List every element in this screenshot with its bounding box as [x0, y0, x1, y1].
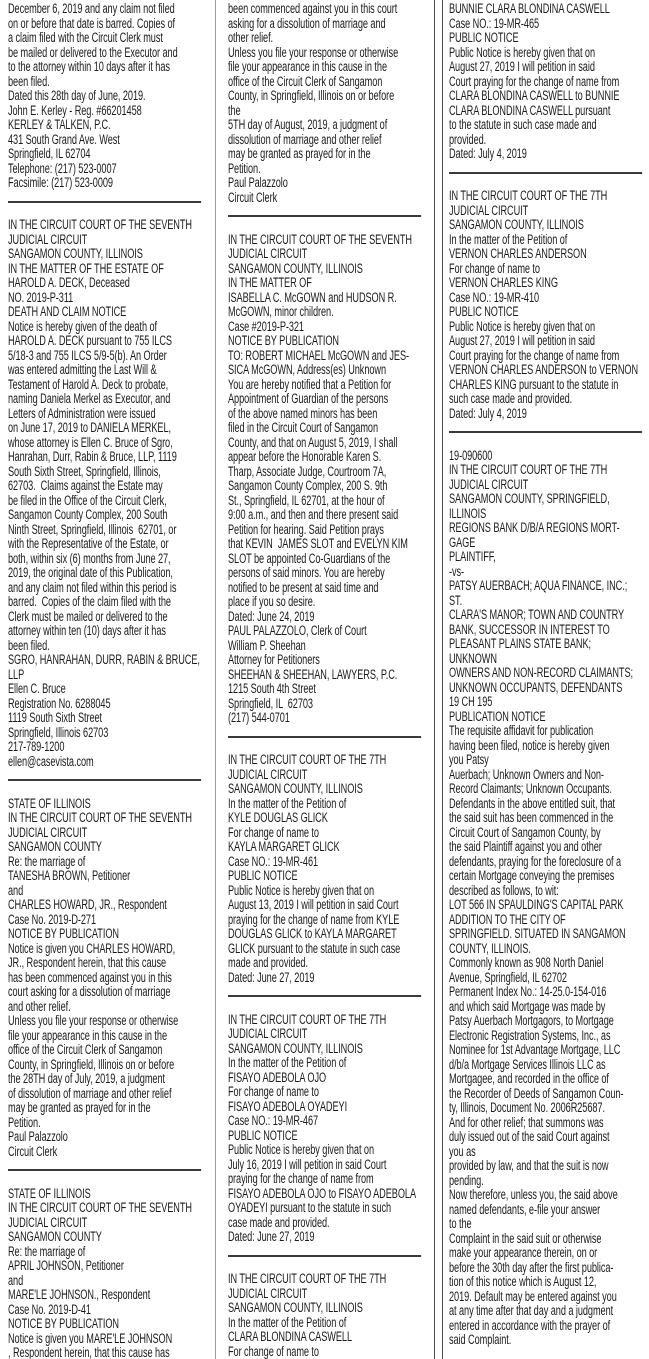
notice-line: CLARA'S MANOR; TOWN AND COUNTRY	[449, 608, 625, 622]
legal-notice-section	[449, 2, 648, 162]
notice-line: Petition for hearing. Said Petition prays	[228, 522, 384, 537]
notice-line: CHARLES HOWARD, JR., Respondent	[8, 898, 167, 912]
notice-line: and	[8, 1273, 24, 1288]
notice-line: praying for the change of name from	[228, 1172, 374, 1186]
notice-line: Court praying for the change of name from	[449, 348, 620, 363]
notice-line: PUBLICATION NOTICE	[449, 709, 546, 724]
notice-line: Commonly known as 908 North Daniel	[449, 956, 604, 970]
notice-line: KERLEY & TALKEN, P.C.	[8, 118, 111, 132]
notice-line: SGRO, HANRAHAN, DURR, RABIN & BRUCE,	[8, 653, 200, 667]
notice-line: In the matter of the Petition of	[449, 232, 568, 247]
notice-line: Sangamon County Complex, 200 S. 9th	[228, 479, 388, 493]
notice-line: SANGAMON COUNTY, ILLINOIS	[8, 247, 143, 261]
notice-line: IN THE CIRCUIT COURT OF THE SEVENTH	[8, 811, 192, 825]
notice-line: tion of this notice which is August 12,	[449, 1275, 597, 1289]
notice-line: CLARA BLONDINA CASWELL to BUNNIE	[449, 89, 620, 103]
notice-line: FISAYO ADEBOLA OYADEYI	[228, 1099, 348, 1114]
notice-line: ST.	[449, 593, 463, 608]
notice-line: Petition.	[8, 1115, 41, 1130]
notice-line: PUBLIC NOTICE	[228, 1128, 298, 1143]
notice-line: defendants, praying for the foreclosure of a	[449, 854, 622, 869]
notice-line: UNKNOWN OCCUPANTS, DEFENDANTS	[449, 680, 623, 695]
notice-line: For change of name to	[228, 1085, 319, 1099]
notices-column-3	[442, 0, 649, 1359]
notice-line: Ellen C. Bruce	[8, 682, 66, 696]
notice-line: In the matter of the Petition of	[228, 796, 347, 811]
legal-notice-section	[8, 218, 207, 769]
notice-line: be filed in the Office of the Circuit Clerk,	[8, 493, 167, 508]
notices-column-1	[0, 0, 216, 1359]
notice-line: County, in Springfield, Illinois on or before	[228, 89, 395, 103]
notice-line: was entered admitting the Last Will &	[8, 363, 157, 377]
notice-line: REGIONS BANK D/B/A REGIONS MORT-	[449, 521, 620, 535]
notice-line: Telephone: (217) 523-0007	[8, 161, 117, 176]
notice-line: Electronic Registration Systems, Inc., as	[449, 1028, 611, 1043]
notice-line: December 6, 2019 and any claim not filed	[8, 2, 175, 16]
notice-line: Defendants in the above entitled suit, that	[449, 796, 616, 811]
legal-notice-section	[228, 1013, 427, 1245]
notice-line: August 27, 2019 I will petition in said	[449, 60, 595, 74]
notice-line: d/b/a Mortgage Services Illinois LLC as	[449, 1057, 606, 1072]
notice-line: And for other relief; that summons was	[449, 1115, 604, 1130]
notice-line: 19 CH 195	[449, 695, 493, 709]
notice-line: IN THE MATTER OF THE ESTATE OF	[8, 261, 164, 276]
column-2-content	[228, 2, 427, 1359]
notice-line: ellen@casevista.com	[8, 754, 94, 769]
notice-line: GAGE	[449, 535, 476, 550]
notice-line: IN THE CIRCUIT COURT OF THE 7TH	[449, 189, 608, 203]
notice-line: ILLINOIS	[449, 506, 487, 521]
notice-line: file your appearance in this cause in the	[8, 1028, 167, 1043]
notice-line: 1215 South 4th Street	[228, 682, 316, 696]
notice-line: The requisite affidavit for publication	[449, 724, 594, 738]
notice-line: Mortgagee, and recorded in the office of	[449, 1072, 609, 1086]
notice-line: Facsimile: (217) 523-0009	[8, 176, 113, 190]
notice-line: -vs-	[449, 564, 465, 579]
notice-line: FISAYO ADEBOLA OJO to FISAYO ADEBOLA	[228, 1186, 417, 1201]
notice-line: Letters of Administration were issued	[8, 406, 156, 421]
notice-line: Re: the marriage of	[8, 854, 86, 869]
notice-line: Public Notice is hereby given that on	[449, 319, 595, 334]
notice-line: to the statute in such case made and	[449, 118, 597, 132]
notice-line: with the Representative of the Estate, or	[8, 537, 169, 551]
notice-line: be mailed or delivered to the Executor and	[8, 45, 178, 60]
notice-line: Public Notice is hereby given that on	[228, 1143, 374, 1157]
notice-line: SANGAMON COUNTY, SPRINGFIELD,	[449, 492, 610, 506]
notice-line: to the	[449, 1217, 472, 1231]
notice-line: IN THE CIRCUIT COURT OF THE SEVENTH	[8, 218, 192, 232]
notice-line: VERNON CHARLES KING	[449, 276, 558, 290]
notice-line: dissolution of marriage and other relief	[228, 132, 382, 147]
notice-line: the	[228, 103, 241, 118]
notice-line: Notice is hereby given of the death of	[8, 319, 157, 334]
notice-line: Circuit Clerk	[8, 1144, 58, 1159]
notice-line: Springfield, Illinois 62703	[8, 725, 109, 740]
notice-line: Re: the marriage of	[8, 1244, 86, 1259]
notice-line: PLAINTIFF,	[449, 550, 496, 564]
notice-line: VERNON CHARLES ANDERSON to VERNON	[449, 363, 639, 377]
section-divider	[228, 995, 421, 997]
notice-line: Paul Palazzolo	[8, 1130, 68, 1144]
notice-line: SANGAMON COUNTY, ILLINOIS	[228, 782, 363, 796]
notice-line: SANGAMON COUNTY	[8, 1230, 102, 1244]
notice-line: pending.	[449, 1173, 484, 1188]
notice-line: to the attorney within 10 days after it has	[8, 60, 170, 74]
notice-line: NOTICE BY PUBLICATION	[8, 927, 119, 941]
notice-line: been filed.	[8, 74, 50, 89]
notice-line: attorney within ten (10) days after it has	[8, 624, 166, 638]
notice-line: other relief.	[228, 31, 274, 45]
notice-line: Dated: July 4, 2019	[449, 406, 527, 421]
notice-line: STATE OF ILLINOIS	[8, 796, 91, 811]
section-divider	[8, 779, 201, 781]
notice-line: you as	[449, 1144, 476, 1159]
legal-notice-section	[228, 2, 427, 205]
notice-line: PUBLIC NOTICE	[228, 869, 298, 883]
notice-line: STATE OF ILLINOIS	[8, 1186, 91, 1201]
notice-line: filed in the Circuit Court of Sangamon	[228, 421, 378, 435]
notice-line: that KEVIN JAMES SLOT and EVELYN KIM	[228, 537, 408, 551]
notice-line: IN THE CIRCUIT COURT OF THE SEVENTH	[8, 1201, 192, 1215]
notice-line: of the above named minors has been	[228, 406, 378, 421]
notice-line: JUDICIAL CIRCUIT	[8, 1215, 88, 1230]
notice-line: NOTICE BY PUBLICATION	[228, 334, 339, 348]
section-divider	[228, 215, 421, 217]
notice-line: GLICK pursuant to the statute in such case	[228, 941, 401, 956]
notice-line: For change of name to	[228, 1344, 319, 1359]
notice-line: Springfield, IL 62703	[228, 696, 313, 711]
notice-line: make your appearance therein, on or	[449, 1246, 598, 1260]
notice-line: Paul Palazzolo	[228, 176, 288, 190]
notice-line: JUDICIAL CIRCUIT	[228, 1027, 308, 1041]
notice-line: court asking for a dissolution of marriage	[8, 985, 171, 999]
notice-line: may be granted as prayed for in the	[228, 147, 371, 161]
notice-line: Dated this 28th day of June, 2019.	[8, 89, 146, 103]
notice-line: IN THE CIRCUIT COURT OF THE 7TH	[449, 463, 608, 477]
notice-line: JUDICIAL CIRCUIT	[8, 232, 88, 247]
section-divider	[449, 172, 642, 174]
legal-notice-section	[8, 1187, 207, 1359]
notice-line: ISABELLA C. McGOWN and HUDSON R.	[228, 290, 397, 305]
notice-line: 19-090600	[449, 448, 493, 463]
notice-line: such case made and provided.	[449, 392, 573, 406]
notice-line: FISAYO ADEBOLA OJO	[228, 1070, 327, 1085]
notice-line: and	[8, 883, 24, 898]
notice-line: 62703. Claims against the Estate may	[8, 479, 163, 493]
notice-line: SANGAMON COUNTY, ILLINOIS	[228, 1041, 363, 1056]
notice-line: CLARA BLONDINA CASWELL pursuant	[449, 103, 611, 118]
notice-line: SANGAMON COUNTY, ILLINOIS	[228, 261, 363, 276]
notice-line: having been filed, notice is hereby given	[449, 738, 610, 753]
notice-line: County, in Springfield, Illinois on or before	[8, 1057, 175, 1072]
notice-line: 431 South Grand Ave. West	[8, 132, 120, 147]
notice-line: BUNNIE CLARA BLONDINA CASWELL	[449, 2, 610, 16]
notice-line: and which said Mortgage was made by	[449, 999, 606, 1014]
notice-line: office of the Circuit Clerk of Sangamon	[228, 74, 383, 89]
notice-line: and other relief.	[8, 999, 71, 1014]
notice-line: MARE'LE JOHNSON., Respondent	[8, 1288, 151, 1302]
notice-line: 217-789-1200	[8, 740, 65, 754]
notice-line: Notice is given you CHARLES HOWARD,	[8, 941, 176, 956]
notice-line: the 28TH day of July, 2019, a judgment	[8, 1072, 165, 1086]
notice-line: HAROLD A. DECK, Deceased	[8, 276, 130, 290]
notice-line: KAYLA MARGARET GLICK	[228, 840, 340, 854]
notice-line: (217) 544-0701	[228, 711, 290, 725]
notice-line: naming Daniela Merkel as Executor, and	[8, 392, 171, 406]
notice-line: Permanent Index No.: 14-25.0-154-016	[449, 985, 607, 999]
notice-line: Patsy Auerbach Mortgagors, to Mortgage	[449, 1014, 614, 1028]
notice-line: IN THE CIRCUIT COURT OF THE 7TH	[228, 1012, 387, 1027]
notice-line: persons of said minors. You are hereby	[228, 566, 385, 580]
notice-line: IN THE MATTER OF	[228, 276, 312, 290]
legal-notice-section	[449, 189, 648, 421]
notice-line: 1119 South Sixth Street	[8, 711, 103, 725]
notice-line: VERNON CHARLES ANDERSON	[449, 247, 587, 261]
notice-line: you Patsy	[449, 753, 489, 767]
notice-line: SICA McGOWN, Address(es) Unknown	[228, 363, 387, 377]
notice-line: APRIL JOHNSON, Petitioner	[8, 1259, 124, 1273]
legal-notice-section	[8, 797, 207, 1160]
notice-line: Case #2019-P-321	[228, 319, 304, 334]
notice-line: PLEASANT PLAINS STATE BANK;	[449, 637, 592, 651]
notice-line: DEATH AND CLAIM NOTICE	[8, 305, 127, 319]
notice-line: 9:00 a.m., and then and there present said	[228, 508, 399, 522]
notice-line: Court praying for the change of name from	[449, 74, 620, 89]
notice-line: For change of name to	[228, 825, 319, 840]
notice-line: Dated: July 4, 2019	[449, 147, 527, 161]
notice-line: Circuit Clerk	[228, 190, 278, 205]
notice-line: the said Plaintiff against you and other	[449, 840, 602, 854]
notice-line: County, and that on August 5, 2019, I shall	[228, 435, 398, 450]
notice-line: You are hereby notified that a Petition for	[228, 377, 392, 392]
notice-line: file your appearance in this cause in the	[228, 60, 387, 74]
notice-line: BANK, SUCCESSOR IN INTEREST TO	[449, 622, 610, 637]
notice-line: praying for the change of name from KYLE	[228, 912, 400, 927]
notice-line: duly issued out of the said Court against	[449, 1130, 610, 1144]
notice-line: ADDITION TO THE CITY OF	[449, 912, 566, 927]
notice-line: Public Notice is hereby given that on	[228, 883, 374, 898]
notice-line: SLOT be appointed Co-Guardians of the	[228, 551, 391, 566]
notice-line: CLARA BLONDINA CASWELL	[228, 1330, 353, 1344]
notice-line: St., Springfield, IL 62701, at the hour of	[228, 493, 385, 508]
legal-notice-section	[228, 233, 427, 726]
notice-line: Auerbach; Unknown Owners and Non-	[449, 767, 604, 782]
notice-line: SANGAMON COUNTY	[8, 840, 102, 854]
notice-line: IN THE CIRCUIT COURT OF THE 7TH	[228, 753, 387, 767]
notice-line: Hanrahan, Durr, Rabin & Bruce, LLP, 1119	[8, 450, 177, 464]
notice-line: JUDICIAL CIRCUIT	[228, 767, 308, 782]
notice-line: UNKNOWN	[449, 651, 497, 666]
notice-line: Registration No. 6288045	[8, 696, 111, 711]
notices-column-2	[216, 0, 435, 1359]
notice-line: 5TH day of August, 2019, a judgment of	[228, 118, 388, 132]
notice-line: Nominee for 1st Advantage Mortgage, LLC	[449, 1043, 621, 1057]
notice-line: COUNTY, ILLINOIS.	[449, 941, 531, 956]
notice-line: Case NO.: 19-MR-465	[449, 16, 540, 31]
notice-line: TO: ROBERT MICHAEL McGOWN and JES-	[228, 348, 409, 363]
notice-line: For change of name to	[449, 261, 540, 276]
notice-line: at any time after that day and a judgment	[449, 1304, 614, 1318]
notice-line: Complaint in the said suit or otherwise	[449, 1231, 602, 1246]
notice-line: August 13, 2019 I will petition in said Court	[228, 898, 399, 912]
notice-line: SPRINGFIELD. SITUATED IN SANGAMON	[449, 927, 626, 941]
notice-line: described as follows, to wit:	[449, 883, 559, 898]
notice-line: William P. Sheehan	[228, 638, 306, 653]
notice-line: the Recorder of Deeds of Sangamon Coun-	[449, 1086, 624, 1101]
notice-line: JUDICIAL CIRCUIT	[228, 247, 308, 261]
notice-line: 5/18-3 and 755 ILCS 5/9-5(b). An Order	[8, 348, 167, 363]
notice-line: , Respondent herein, that this cause has	[8, 1346, 170, 1359]
section-divider	[449, 431, 642, 433]
section-divider	[8, 1169, 201, 1171]
notice-line: Case No. 2019-D-271	[8, 912, 97, 927]
notice-line: Case NO.: 19-MR-461	[228, 854, 319, 869]
notice-line: Springfield, IL 62704	[8, 147, 91, 161]
notice-line: the said suit has been commenced in the	[449, 811, 614, 825]
notice-line: certain Mortgage conveying the premises	[449, 869, 615, 883]
notice-line: whose attorney is Ellen C. Bruce of Sgro,	[8, 435, 173, 450]
notice-line: Case No. 2019-D-41	[8, 1302, 91, 1317]
notice-line: office of the Circuit Clerk of Sangamon	[8, 1043, 163, 1057]
notice-line: Dated: June 27, 2019	[228, 1230, 315, 1244]
legal-notice-section	[449, 449, 648, 1348]
notice-line: TANESHA BROWN, Petitioner	[8, 869, 131, 883]
notice-line: JUDICIAL CIRCUIT	[449, 477, 529, 492]
notice-line: LLP	[8, 667, 25, 682]
notice-line: SANGAMON COUNTY, ILLINOIS	[228, 1301, 363, 1315]
notice-line: Avenue, Springfield, IL 62702	[449, 970, 567, 985]
notice-line: July 16, 2019 I will petition in said Court	[228, 1157, 387, 1172]
notice-line: Case NO.: 19-MR-410	[449, 290, 540, 305]
notice-line: DOUGLAS GLICK to KAYLA MARGARET	[228, 927, 397, 941]
notice-line: HAROLD A. DECK pursuant to 755 ILCS	[8, 334, 172, 348]
notice-line: JR., Respondent herein, that this cause	[8, 956, 167, 970]
notice-line: appear before the Honorable Karen S.	[228, 450, 382, 464]
notice-line: Tharp, Associate Judge, Courtroom 7A,	[228, 464, 387, 479]
notice-line: said Complaint.	[449, 1333, 512, 1347]
notice-line: Appointment of Guardian of the persons	[228, 392, 389, 406]
notice-line: of dissolution of marriage and other relief	[8, 1086, 172, 1101]
notice-line: 2019. Default may be entered against you	[449, 1289, 617, 1304]
notice-line: John E. Kerley - Reg. #66201458	[8, 103, 142, 118]
notice-line: Notice is given you MARE'LE JOHNSON	[8, 1331, 173, 1346]
legal-notice-section	[228, 1272, 427, 1359]
notice-line: a claim filed with the Circuit Clerk must	[8, 31, 163, 45]
legal-notice-section	[8, 2, 207, 191]
notice-line: Dated: June 24, 2019	[228, 609, 315, 624]
notice-line: Public Notice is hereby given that on	[449, 45, 595, 60]
notice-line: case made and provided.	[228, 1215, 330, 1230]
notice-line: PUBLIC NOTICE	[449, 305, 519, 319]
section-divider	[228, 1255, 421, 1257]
notice-line: Attorney for Petitioners	[228, 653, 320, 667]
notice-line: made and provided.	[228, 956, 308, 970]
notice-line: Petition.	[228, 161, 261, 176]
notice-line: PATSY AUERBACH; AQUA FINANCE, INC.;	[449, 579, 628, 593]
notice-line: been filed.	[8, 638, 50, 653]
section-divider	[228, 736, 421, 738]
notice-line: Dated: June 27, 2019	[228, 970, 315, 985]
notice-line: Circuit Court of Sangamon County, by	[449, 825, 601, 840]
notice-line: asking for a dissolution of marriage and	[228, 16, 386, 31]
notice-line: JUDICIAL CIRCUIT	[8, 825, 88, 840]
notice-line: Now therefore, unless you, the said above	[449, 1188, 618, 1202]
notice-line: on June 17, 2019 to DANIELA MERKEL,	[8, 421, 171, 435]
notice-line: PAUL PALAZZOLO, Clerk of Court	[228, 624, 367, 638]
legal-notice-section	[228, 753, 427, 985]
notice-line: ty, Illinois, Document No. 2006R25687.	[449, 1101, 605, 1115]
notice-line: Unless you file your response or otherwise	[228, 45, 399, 60]
notice-line: OWNERS AND NON-RECORD CLAIMANTS;	[449, 666, 633, 680]
notice-line: McGOWN, minor children.	[228, 305, 334, 319]
notice-line: Sangamon County Complex, 200 South	[8, 508, 168, 522]
notice-line: PUBLIC NOTICE	[449, 31, 519, 45]
notice-line: In the matter of the Petition of	[228, 1315, 347, 1330]
notice-line: IN THE CIRCUIT COURT OF THE 7TH	[228, 1272, 387, 1286]
notice-line: August 27, 2019 I will petition in said	[449, 334, 595, 348]
notice-line: IN THE CIRCUIT COURT OF THE SEVENTH	[228, 232, 412, 247]
notice-line: JUDICIAL CIRCUIT	[449, 203, 529, 218]
notice-line: KYLE DOUGLAS GLICK	[228, 811, 328, 825]
notice-line: on or before that date is barred. Copies of	[8, 16, 176, 31]
notice-line: provided.	[449, 132, 487, 147]
notice-line: Testament of Harold A. Deck to probate,	[8, 377, 169, 392]
notice-line: South Sixth Street, Springfield, Illinois,	[8, 464, 161, 479]
notice-line: OYADEYI pursuant to the statute in such	[228, 1201, 392, 1215]
notice-line: entered in accordance with the prayer of	[449, 1318, 611, 1333]
notice-line: been commenced against you in this court	[228, 2, 398, 16]
notice-line: notified to be present at said time and	[228, 580, 379, 595]
notice-line: SANGAMON COUNTY, ILLINOIS	[449, 218, 584, 232]
notice-line: Unless you file your response or otherwise	[8, 1014, 179, 1028]
notice-line: CHARLES KING pursuant to the statute in	[449, 377, 619, 392]
notice-line: place if you so desire.	[228, 595, 316, 609]
notice-line: Ninth Street, Springfield, Illinois 62701, or	[8, 522, 177, 537]
notice-line: SHEEHAN & SHEEHAN, LAWYERS, P.C.	[228, 667, 398, 682]
notice-line: may be granted as prayed for in the	[8, 1101, 151, 1115]
notice-line: LOT 566 IN SPAULDING'S CAPITAL PARK	[449, 898, 624, 912]
notice-line: before the 30th day after the first publica-	[449, 1260, 614, 1275]
notice-line: named defendants, e-file your answer	[449, 1202, 601, 1217]
notice-line: NOTICE BY PUBLICATION	[8, 1317, 119, 1331]
notice-line: 2019, the original date of this Publication,	[8, 566, 173, 580]
notice-line: provided by law, and that the suit is now	[449, 1159, 609, 1173]
notice-line: both, within six (6) months from June 27,	[8, 551, 171, 566]
notice-line: barred. Copies of the claim filed with the	[8, 595, 171, 609]
notice-line: and any claim not filed within this period is	[8, 580, 177, 595]
notice-line: Clerk must be mailed or delivered to the	[8, 609, 168, 624]
notice-line: NO. 2019-P-311	[8, 290, 74, 305]
notice-line: In the matter of the Petition of	[228, 1056, 347, 1070]
notice-line: Case NO.: 19-MR-467	[228, 1114, 319, 1128]
section-divider	[8, 201, 201, 203]
notice-line: has been commenced against you in this	[8, 970, 172, 985]
notice-line: JUDICIAL CIRCUIT	[228, 1286, 308, 1301]
notice-line: Record Claimants; Unknown Occupants.	[449, 782, 612, 796]
column-1-content	[8, 2, 207, 1359]
column-3-content	[449, 2, 648, 1348]
